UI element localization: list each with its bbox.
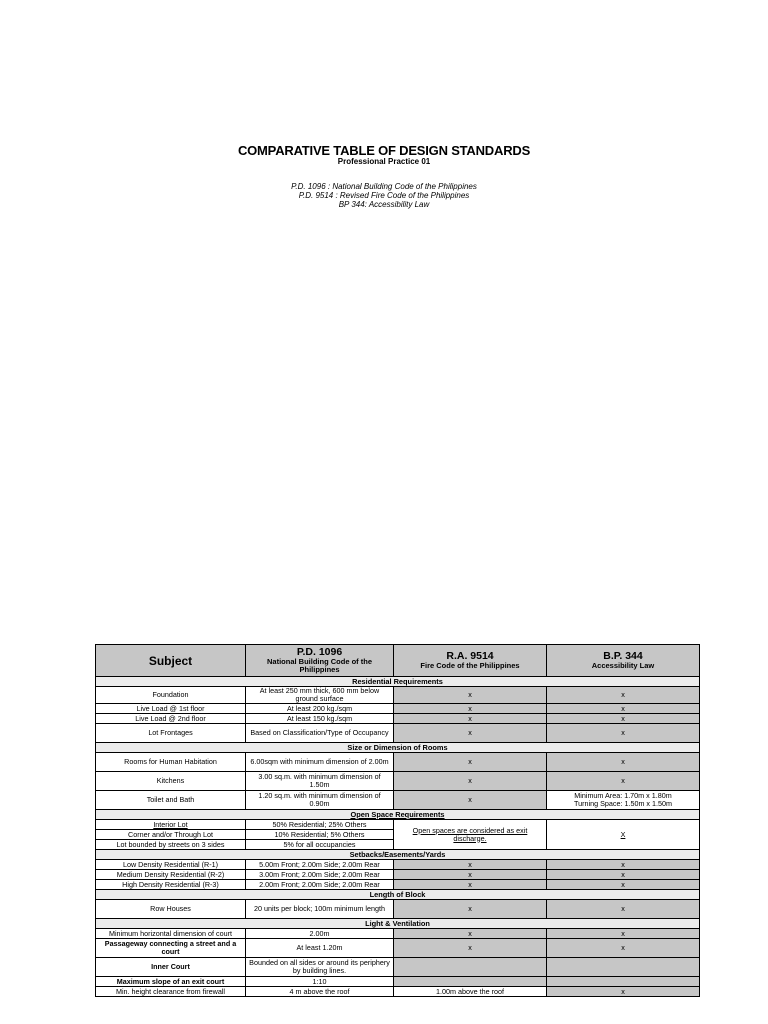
cell-bp344: x [547,939,700,958]
cell-subject: Maximum slope of an exit court [96,977,246,987]
section-residential: Residential Requirements [96,677,700,687]
cell-pd1096: At least 200 kg./sqm [246,704,394,714]
cell-pd1096: 50% Residential; 25% Others [246,820,394,830]
cell-ra9514-merged: Open spaces are considered as exit discharge. [394,820,547,850]
cell-subject: Medium Density Residential (R-2) [96,870,246,880]
cell-pd1096: 3.00m Front; 2.00m Side; 2.00m Rear [246,870,394,880]
cell-pd1096: At least 1.20m [246,939,394,958]
document-title: COMPARATIVE TABLE OF DESIGN STANDARDS [237,143,531,158]
cell-pd1096: 5.00m Front; 2.00m Side; 2.00m Rear [246,860,394,870]
cell-pd1096: 20 units per block; 100m minimum length [246,900,394,919]
cell-bp344: x [547,987,700,997]
cell-ra9514: x [394,687,547,704]
cell-subject: Corner and/or Through Lot [96,830,246,840]
cell-pd1096: 1:10 [246,977,394,987]
table-row [96,724,700,743]
cell-subject: Passageway connecting a street and a court [96,939,246,958]
cell-subject: Toilet and Bath [96,791,246,810]
cell-ra9514: x [394,880,547,890]
section-light: Light & Ventilation [96,919,700,929]
section-open-space: Open Space Requirements [96,810,700,820]
section-row [96,850,700,860]
cell-subject: Row Houses [96,900,246,919]
cell-pd1096: 4 m above the roof [246,987,394,997]
cell-subject: High Density Residential (R-3) [96,880,246,890]
cell-bp344: x [547,880,700,890]
table-row [96,977,700,987]
cell-bp344 [547,958,700,977]
cell-ra9514: x [394,791,547,810]
table-row [96,939,700,958]
table-row [96,958,700,977]
law-references [0,182,768,209]
table-row [96,714,700,724]
section-setbacks: Setbacks/Easements/Yards [96,850,700,860]
cell-subject: Interior Lot [96,820,246,830]
cell-bp344: x [547,929,700,939]
header-bp344-name: Accessibility Law [591,661,655,670]
cell-bp344: x [547,772,700,791]
cell-ra9514: x [394,929,547,939]
cell-subject: Inner Court [96,958,246,977]
cell-ra9514: x [394,772,547,791]
cell-ra9514: x [394,753,547,772]
cell-subject: Min. height clearance from firewall [96,987,246,997]
design-standards-table [95,644,700,997]
cell-ra9514: x [394,714,547,724]
header-ra9514 [394,645,547,677]
cell-bp344: x [547,687,700,704]
header-pd1096 [246,645,394,677]
header-bp344-code: B.P. 344 [603,650,643,662]
cell-ra9514: x [394,724,547,743]
table-row [96,772,700,791]
header-pd1096-code: P.D. 1096 [296,646,343,658]
cell-ra9514: 1.00m above the roof [394,987,547,997]
cell-subject: Foundation [96,687,246,704]
table-row [96,687,700,704]
section-row [96,677,700,687]
section-row [96,919,700,929]
section-row [96,810,700,820]
cell-pd1096: Based on Classification/Type of Occupancy [246,724,394,743]
table-row [96,987,700,997]
header-ra9514-name: Fire Code of the Philippines [420,661,520,670]
cell-subject: Low Density Residential (R-1) [96,860,246,870]
cell-bp344 [547,791,700,810]
section-row [96,743,700,753]
table-row [96,900,700,919]
law-reference: P.D. 9514 : Revised Fire Code of the Philippines [298,191,470,200]
cell-bp344: x [547,860,700,870]
cell-ra9514: x [394,939,547,958]
cell-pd1096: 1.20 sq.m. with minimum dimension of 0.90m [246,791,394,810]
document-subtitle: Professional Practice 01 [337,157,431,166]
cell-pd1096: 2.00m Front; 2.00m Side; 2.00m Rear [246,880,394,890]
table-row [96,820,700,830]
cell-subject: Rooms for Human Habitation [96,753,246,772]
cell-subject: Lot Frontages [96,724,246,743]
cell-bp344: x [547,704,700,714]
table-row [96,870,700,880]
cell-ra9514: x [394,704,547,714]
table-row [96,791,700,810]
bp344-line: Turning Space: 1.50m x 1.50m [573,799,672,808]
law-reference: BP 344: Accessibility Law [338,200,430,209]
law-reference: P.D. 1096 : National Building Code of the Philippines [291,182,477,191]
cell-ra9514: x [394,860,547,870]
cell-pd1096: 2.00m [246,929,394,939]
cell-pd1096: At least 150 kg./sqm [246,714,394,724]
table-row [96,753,700,772]
section-rooms: Size or Dimension of Rooms [96,743,700,753]
cell-subject: Live Load @ 1st floor [96,704,246,714]
cell-subject: Kitchens [96,772,246,791]
table-row [96,880,700,890]
cell-subject: Live Load @ 2nd floor [96,714,246,724]
cell-pd1096: 6.00sqm with minimum dimension of 2.00m [246,753,394,772]
section-row [96,890,700,900]
section-length: Length of Block [96,890,700,900]
cell-bp344-merged: X [547,820,700,850]
cell-bp344: x [547,714,700,724]
cell-ra9514: x [394,870,547,880]
cell-bp344: x [547,724,700,743]
cell-pd1096: Bounded on all sides or around its periphery by building lines. [246,958,394,977]
bp344-line: Minimum Area: 1.70m x 1.80m [574,791,672,800]
cell-ra9514 [394,977,547,987]
header-pd1096-name: National Building Code of the Philippines [267,657,372,674]
cell-bp344: x [547,870,700,880]
table-header-row [96,645,700,677]
cell-bp344: x [547,753,700,772]
cell-bp344 [547,977,700,987]
cell-ra9514: x [394,900,547,919]
table-row [96,860,700,870]
cell-pd1096: At least 250 mm thick, 600 mm below ground surface [246,687,394,704]
cell-subject: Minimum horizontal dimension of court [96,929,246,939]
table-row [96,704,700,714]
header-bp344 [547,645,700,677]
cell-pd1096: 10% Residential; 5% Others [246,830,394,840]
table-row [96,929,700,939]
header-ra9514-code: R.A. 9514 [446,650,494,662]
cell-pd1096: 3.00 sq.m. with minimum dimension of 1.50m [246,772,394,791]
cell-ra9514 [394,958,547,977]
header-subject: Subject [96,645,246,677]
cell-subject: Lot bounded by streets on 3 sides [96,840,246,850]
cell-bp344: x [547,900,700,919]
cell-pd1096: 5% for all occupancies [246,840,394,850]
